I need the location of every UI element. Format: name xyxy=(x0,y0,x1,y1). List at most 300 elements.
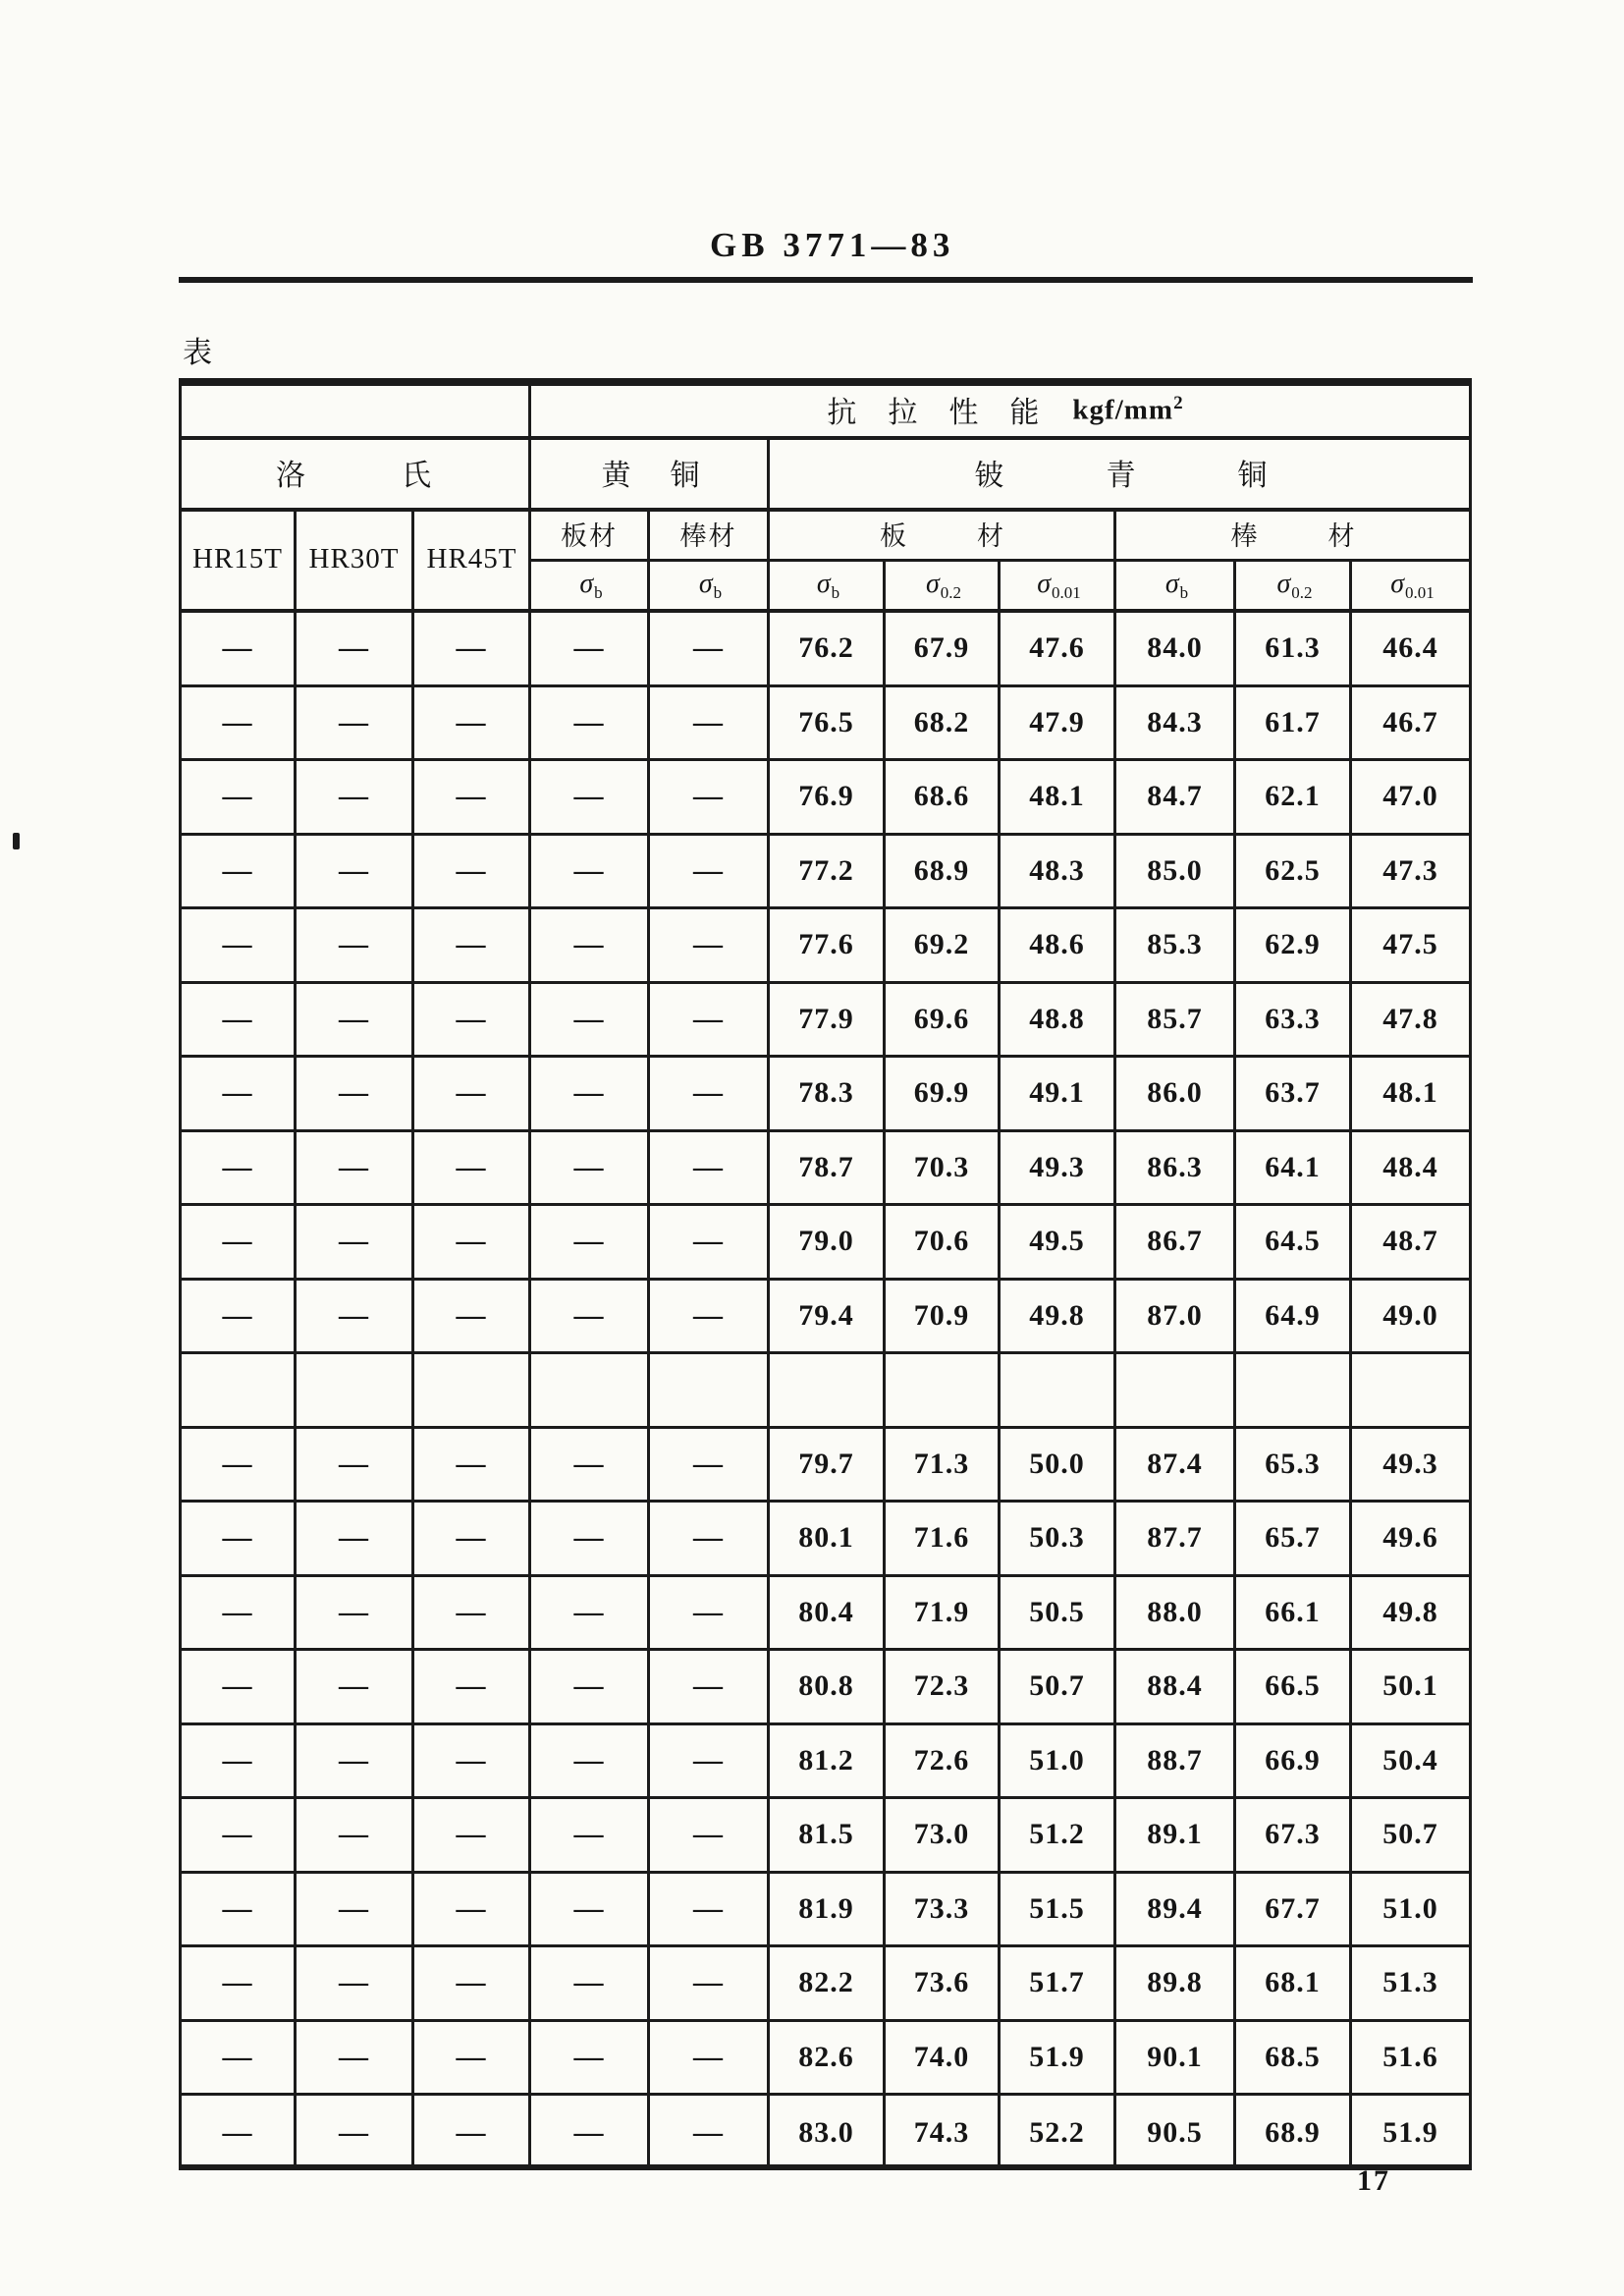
table-cell: — xyxy=(414,1058,531,1129)
table-cell: — xyxy=(179,909,297,981)
table-cell: — xyxy=(650,1651,770,1722)
tensile-properties-header xyxy=(531,386,1472,433)
table-cell xyxy=(770,1354,886,1426)
table-cell: 66.9 xyxy=(1236,1725,1352,1797)
table-cell: 70.6 xyxy=(886,1206,1001,1278)
table-cell xyxy=(650,1354,770,1426)
table-row xyxy=(179,984,1472,1059)
table-cell: — xyxy=(179,1799,297,1871)
table-cell: 73.6 xyxy=(886,1947,1001,2019)
table-cell: — xyxy=(297,1206,414,1278)
sigma-header-cell xyxy=(1116,562,1236,607)
table-cell: — xyxy=(297,909,414,981)
tensile-unit: kgf/$mm^2$ xyxy=(1072,392,1184,426)
table-cell: — xyxy=(531,687,650,759)
table-cell: 78.3 xyxy=(770,1058,886,1129)
header-char: 拉 xyxy=(888,397,918,429)
column-header-hr45t: HR45T xyxy=(426,542,517,574)
header-char: 铜 xyxy=(1237,459,1268,492)
table-row xyxy=(179,1058,1472,1132)
table-cell: 87.7 xyxy=(1116,1503,1236,1574)
table-cell: 47.0 xyxy=(1352,761,1472,833)
table-cell: — xyxy=(414,1577,531,1649)
table-cell: — xyxy=(414,1725,531,1797)
table-cell: — xyxy=(414,1874,531,1945)
table-cell: — xyxy=(179,687,297,759)
table-cell: 88.0 xyxy=(1116,1577,1236,1649)
table-cell: — xyxy=(297,761,414,833)
table-row xyxy=(179,1429,1472,1503)
table-cell: 51.0 xyxy=(1001,1725,1116,1797)
table-cell: 67.9 xyxy=(886,613,1001,684)
table-cell: — xyxy=(297,1132,414,1204)
table-cell: — xyxy=(650,687,770,759)
table-cell: 46.4 xyxy=(1352,613,1472,684)
table-cell: — xyxy=(531,1503,650,1574)
table-cell: 85.0 xyxy=(1116,836,1236,907)
table-cell: — xyxy=(414,1503,531,1574)
table-cell: 50.7 xyxy=(1001,1651,1116,1722)
table-cell: 69.2 xyxy=(886,909,1001,981)
table-cell: — xyxy=(297,1725,414,1797)
table-cell: 84.7 xyxy=(1116,761,1236,833)
header-char: 性 xyxy=(948,397,979,429)
table-cell: — xyxy=(531,1725,650,1797)
table-cell: 63.3 xyxy=(1236,984,1352,1056)
table-cell: — xyxy=(650,836,770,907)
table-cell: 70.3 xyxy=(886,1132,1001,1204)
table-cell: — xyxy=(414,984,531,1056)
header-char: 铍 xyxy=(974,459,1004,492)
table-cell: — xyxy=(650,1206,770,1278)
table-cell: — xyxy=(297,1799,414,1871)
table-cell: 87.0 xyxy=(1116,1281,1236,1352)
table-cell: — xyxy=(531,909,650,981)
table-cell: — xyxy=(650,613,770,684)
column-header-hr15t: HR15T xyxy=(192,542,283,574)
table-cell: — xyxy=(414,1947,531,2019)
sigma-subscript: 0.2 xyxy=(940,583,962,602)
table-cell: 70.9 xyxy=(886,1281,1001,1352)
table-cell: — xyxy=(179,761,297,833)
table-cell: 49.8 xyxy=(1001,1281,1116,1352)
brass-bar-header: 棒材 xyxy=(679,521,737,551)
sigma-header-cell xyxy=(1352,562,1472,607)
table-cell: — xyxy=(297,1281,414,1352)
unit-exponent: 2 xyxy=(1173,392,1184,413)
table-cell: — xyxy=(297,1429,414,1501)
table-cell: — xyxy=(531,1577,650,1649)
table-cell: — xyxy=(179,1947,297,2019)
table-cell: — xyxy=(179,2022,297,2094)
table-cell: 49.8 xyxy=(1352,1577,1472,1649)
table-cell: 48.7 xyxy=(1352,1206,1472,1278)
table-cell: 64.5 xyxy=(1236,1206,1352,1278)
column-header-hr30t: HR30T xyxy=(308,542,400,574)
table-cell: 48.4 xyxy=(1352,1132,1472,1204)
table-row xyxy=(179,909,1472,984)
table-cell: — xyxy=(650,1874,770,1945)
table-cell: — xyxy=(531,836,650,907)
table-top-rule xyxy=(179,378,1472,386)
sigma-symbol: σ xyxy=(1164,569,1179,599)
table-cell: 82.2 xyxy=(770,1947,886,2019)
table-cell: 62.9 xyxy=(1236,909,1352,981)
table-cell: 50.1 xyxy=(1352,1651,1472,1722)
table-cell: 51.0 xyxy=(1352,1874,1472,1945)
table-cell: 51.7 xyxy=(1001,1947,1116,2019)
table-row xyxy=(179,1874,1472,1948)
table-cell: 61.7 xyxy=(1236,687,1352,759)
table-cell: 51.5 xyxy=(1001,1874,1116,1945)
table-row xyxy=(179,1577,1472,1652)
table-cell: 79.4 xyxy=(770,1281,886,1352)
table-cell: 84.0 xyxy=(1116,613,1236,684)
table-cell: — xyxy=(650,1503,770,1574)
table-cell: 72.6 xyxy=(886,1725,1001,1797)
sigma-header-cell xyxy=(1236,562,1352,607)
page-number: 17 xyxy=(1357,2164,1390,2197)
table-cell: 77.6 xyxy=(770,909,886,981)
table-cell: 51.3 xyxy=(1352,1947,1472,2019)
table-cell: 89.1 xyxy=(1116,1799,1236,1871)
table-cell: 86.7 xyxy=(1116,1206,1236,1278)
table-cell: 81.5 xyxy=(770,1799,886,1871)
sigma-subscript: b xyxy=(831,583,840,602)
table-cell: 48.3 xyxy=(1001,836,1116,907)
table-cell: 63.7 xyxy=(1236,1058,1352,1129)
table-cell: — xyxy=(650,1429,770,1501)
table-cell: 73.0 xyxy=(886,1799,1001,1871)
table-cell: — xyxy=(650,1947,770,2019)
table-cell: — xyxy=(297,2022,414,2094)
table-cell: 51.9 xyxy=(1352,2096,1472,2170)
sigma-symbol: σ xyxy=(1390,569,1405,599)
table-cell: — xyxy=(179,1206,297,1278)
table-cell: 64.1 xyxy=(1236,1132,1352,1204)
header-char: 棒 xyxy=(1230,521,1258,551)
table-cell: — xyxy=(179,1651,297,1722)
table-cell: — xyxy=(297,687,414,759)
table-cell: — xyxy=(414,2022,531,2094)
scan-speck xyxy=(13,833,20,849)
table-cell: 47.8 xyxy=(1352,984,1472,1056)
table-cell: 47.6 xyxy=(1001,613,1116,684)
header-char: 材 xyxy=(1327,521,1355,551)
table-cell xyxy=(1001,1354,1116,1426)
header-char: 青 xyxy=(1106,459,1136,492)
table-cell: — xyxy=(297,2096,414,2170)
table-cell: 48.1 xyxy=(1001,761,1116,833)
table-cell: — xyxy=(650,1132,770,1204)
table-cell: 71.9 xyxy=(886,1577,1001,1649)
table-cell: — xyxy=(650,1725,770,1797)
sigma-symbol: σ xyxy=(1037,569,1052,599)
header-char: 板 xyxy=(880,521,906,551)
table-cell: 86.3 xyxy=(1116,1132,1236,1204)
header-char: 抗 xyxy=(827,397,857,429)
sigma-symbol: σ xyxy=(698,569,713,599)
table-row xyxy=(179,1354,1472,1429)
sigma-subscript: 0.01 xyxy=(1052,583,1081,602)
table-cell: — xyxy=(297,1503,414,1574)
table-row xyxy=(179,1725,1472,1800)
table-cell: — xyxy=(531,2096,650,2170)
table-cell xyxy=(297,1354,414,1426)
table-cell: 47.3 xyxy=(1352,836,1472,907)
table-row xyxy=(179,1947,1472,2022)
table-cell: — xyxy=(179,1725,297,1797)
header-char: 洛 xyxy=(276,459,305,492)
beryllium-bar-header xyxy=(1116,511,1469,557)
table-cell: 84.3 xyxy=(1116,687,1236,759)
table-cell: 83.0 xyxy=(770,2096,886,2170)
table-cell: — xyxy=(414,1206,531,1278)
table-cell xyxy=(1236,1354,1352,1426)
table-cell: — xyxy=(297,836,414,907)
table-cell: — xyxy=(650,2022,770,2094)
table-cell: — xyxy=(531,2022,650,2094)
table-cell: — xyxy=(297,1874,414,1945)
table-cell: 49.0 xyxy=(1352,1281,1472,1352)
table-row xyxy=(179,1132,1472,1207)
table-cell: 50.7 xyxy=(1352,1799,1472,1871)
table-cell: — xyxy=(414,1132,531,1204)
table-cell: 71.6 xyxy=(886,1503,1001,1574)
table-cell: 76.9 xyxy=(770,761,886,833)
sigma-subscript: b xyxy=(713,583,723,602)
table-cell: 87.4 xyxy=(1116,1429,1236,1501)
table-cell: 81.9 xyxy=(770,1874,886,1945)
table-caption: 表 xyxy=(183,337,212,369)
table-cell: — xyxy=(297,613,414,684)
table-cell: 68.1 xyxy=(1236,1947,1352,2019)
table-cell: 50.0 xyxy=(1001,1429,1116,1501)
table-cell: — xyxy=(179,1132,297,1204)
table-cell: — xyxy=(179,2096,297,2170)
table-cell: — xyxy=(414,761,531,833)
table-row xyxy=(179,1281,1472,1355)
sigma-header-cell xyxy=(770,562,886,607)
table-cell: — xyxy=(297,984,414,1056)
table-cell: 68.9 xyxy=(886,836,1001,907)
table-cell: 69.6 xyxy=(886,984,1001,1056)
table-body xyxy=(179,613,1472,2170)
table-cell: 61.3 xyxy=(1236,613,1352,684)
table-cell xyxy=(531,1354,650,1426)
table-cell: 73.3 xyxy=(886,1874,1001,1945)
table-cell: 80.4 xyxy=(770,1577,886,1649)
table-cell: 50.3 xyxy=(1001,1503,1116,1574)
table-cell: 76.5 xyxy=(770,687,886,759)
table-cell: — xyxy=(414,1799,531,1871)
table-cell: 90.1 xyxy=(1116,2022,1236,2094)
table-cell: 62.5 xyxy=(1236,836,1352,907)
table-cell: — xyxy=(414,1281,531,1352)
table-cell: — xyxy=(179,1281,297,1352)
table-cell: — xyxy=(650,1058,770,1129)
table-cell: — xyxy=(531,984,650,1056)
table-row xyxy=(179,2022,1472,2097)
sigma-header-cell xyxy=(650,562,770,607)
table-cell: 66.5 xyxy=(1236,1651,1352,1722)
sigma-subscript: 0.01 xyxy=(1405,583,1435,602)
table-cell: 85.7 xyxy=(1116,984,1236,1056)
brass-plate-header: 板材 xyxy=(561,521,618,551)
header-char: 能 xyxy=(1009,397,1040,429)
table-row xyxy=(179,761,1472,836)
table-cell: 49.3 xyxy=(1001,1132,1116,1204)
table-cell: 68.5 xyxy=(1236,2022,1352,2094)
table-cell: — xyxy=(179,984,297,1056)
sigma-header-cell xyxy=(886,562,1001,607)
table-cell: — xyxy=(531,1206,650,1278)
header-char: 黄 xyxy=(601,459,631,492)
brass-header xyxy=(531,439,770,505)
table-cell: — xyxy=(179,1874,297,1945)
table-cell: 49.1 xyxy=(1001,1058,1116,1129)
table-cell: 50.4 xyxy=(1352,1725,1472,1797)
table-cell: 80.1 xyxy=(770,1503,886,1574)
table-cell: 51.6 xyxy=(1352,2022,1472,2094)
table-row xyxy=(179,1799,1472,1874)
table-cell: 69.9 xyxy=(886,1058,1001,1129)
table-cell: 51.2 xyxy=(1001,1799,1116,1871)
sigma-subscript: b xyxy=(594,583,603,602)
beryllium-bronze-header xyxy=(770,439,1472,505)
table-cell: 88.4 xyxy=(1116,1651,1236,1722)
table-row xyxy=(179,836,1472,910)
table-cell: 47.9 xyxy=(1001,687,1116,759)
table-cell: 79.7 xyxy=(770,1429,886,1501)
header-char: 材 xyxy=(977,521,1003,551)
table-cell: — xyxy=(179,836,297,907)
tensile-title-chars xyxy=(819,388,1047,431)
table-cell: — xyxy=(297,1058,414,1129)
table-cell: 79.0 xyxy=(770,1206,886,1278)
table-cell: — xyxy=(650,1577,770,1649)
table-cell: — xyxy=(531,613,650,684)
table-cell: — xyxy=(650,909,770,981)
table-cell: — xyxy=(414,1651,531,1722)
table-cell: 49.3 xyxy=(1352,1429,1472,1501)
table-cell: — xyxy=(179,1058,297,1129)
table-cell: 48.8 xyxy=(1001,984,1116,1056)
conversion-table xyxy=(179,378,1472,2171)
table-cell: 48.1 xyxy=(1352,1058,1472,1129)
table-cell: — xyxy=(179,1577,297,1649)
sigma-header-cell xyxy=(1001,562,1116,607)
table-cell: — xyxy=(531,1799,650,1871)
table-cell: — xyxy=(531,1132,650,1204)
table-cell xyxy=(179,1354,297,1426)
table-cell xyxy=(414,1354,531,1426)
table-cell: — xyxy=(531,1281,650,1352)
table-cell: — xyxy=(297,1577,414,1649)
table-cell: 74.0 xyxy=(886,2022,1001,2094)
table-cell: — xyxy=(650,1281,770,1352)
table-cell: 81.2 xyxy=(770,1725,886,1797)
table-cell: 68.9 xyxy=(1236,2096,1352,2170)
header-char: 氏 xyxy=(402,459,431,492)
table-cell: 50.5 xyxy=(1001,1577,1116,1649)
table-cell: — xyxy=(297,1947,414,2019)
table-cell: 52.2 xyxy=(1001,2096,1116,2170)
table-cell: — xyxy=(650,761,770,833)
table-cell: — xyxy=(297,1651,414,1722)
table-cell: 68.6 xyxy=(886,761,1001,833)
table-cell: 62.1 xyxy=(1236,761,1352,833)
table-cell: 86.0 xyxy=(1116,1058,1236,1129)
table-cell: — xyxy=(650,984,770,1056)
table-cell: — xyxy=(414,909,531,981)
table-cell: 46.7 xyxy=(1352,687,1472,759)
beryllium-plate-header xyxy=(770,511,1113,557)
table-cell xyxy=(886,1354,1001,1426)
table-cell: 72.3 xyxy=(886,1651,1001,1722)
table-cell: 67.7 xyxy=(1236,1874,1352,1945)
table-cell: 77.2 xyxy=(770,836,886,907)
table-cell: 49.6 xyxy=(1352,1503,1472,1574)
table-cell: — xyxy=(414,1429,531,1501)
sigma-symbol: σ xyxy=(925,569,940,599)
table-cell: — xyxy=(531,1874,650,1945)
table-cell: 64.9 xyxy=(1236,1281,1352,1352)
table-row xyxy=(179,687,1472,762)
table-cell: — xyxy=(531,761,650,833)
table-cell: — xyxy=(650,2096,770,2170)
rockwell-header xyxy=(179,439,528,505)
table-cell: 82.6 xyxy=(770,2022,886,2094)
sigma-symbol: σ xyxy=(816,569,831,599)
sigma-subscript: 0.2 xyxy=(1291,583,1313,602)
table-cell: 85.3 xyxy=(1116,909,1236,981)
table-cell: 48.6 xyxy=(1001,909,1116,981)
table-cell: 71.3 xyxy=(886,1429,1001,1501)
table-cell: 51.9 xyxy=(1001,2022,1116,2094)
table-cell: — xyxy=(650,1799,770,1871)
table-row xyxy=(179,2096,1472,2170)
table-row xyxy=(179,1503,1472,1577)
table-cell: 80.8 xyxy=(770,1651,886,1722)
table-row xyxy=(179,1206,1472,1281)
table-cell: — xyxy=(414,687,531,759)
table-cell: — xyxy=(179,1429,297,1501)
table-cell: — xyxy=(414,836,531,907)
header-char: 铜 xyxy=(670,459,700,492)
sigma-symbol: σ xyxy=(1276,569,1291,599)
table-cell: 77.9 xyxy=(770,984,886,1056)
table-cell: 65.7 xyxy=(1236,1503,1352,1574)
table-cell: — xyxy=(531,1947,650,2019)
table-cell xyxy=(1116,1354,1236,1426)
table-cell xyxy=(1352,1354,1472,1426)
table-cell: — xyxy=(414,2096,531,2170)
table-cell: 78.7 xyxy=(770,1132,886,1204)
table-cell: — xyxy=(414,613,531,684)
sigma-subscript: b xyxy=(1179,583,1189,602)
table-cell: 66.1 xyxy=(1236,1577,1352,1649)
table-cell: — xyxy=(531,1429,650,1501)
table-cell: 76.2 xyxy=(770,613,886,684)
table-cell: 68.2 xyxy=(886,687,1001,759)
table-cell: 65.3 xyxy=(1236,1429,1352,1501)
table-cell: 47.5 xyxy=(1352,909,1472,981)
table-cell: — xyxy=(179,613,297,684)
table-cell: — xyxy=(179,1503,297,1574)
table-cell: 49.5 xyxy=(1001,1206,1116,1278)
sigma-symbol: σ xyxy=(579,569,594,599)
